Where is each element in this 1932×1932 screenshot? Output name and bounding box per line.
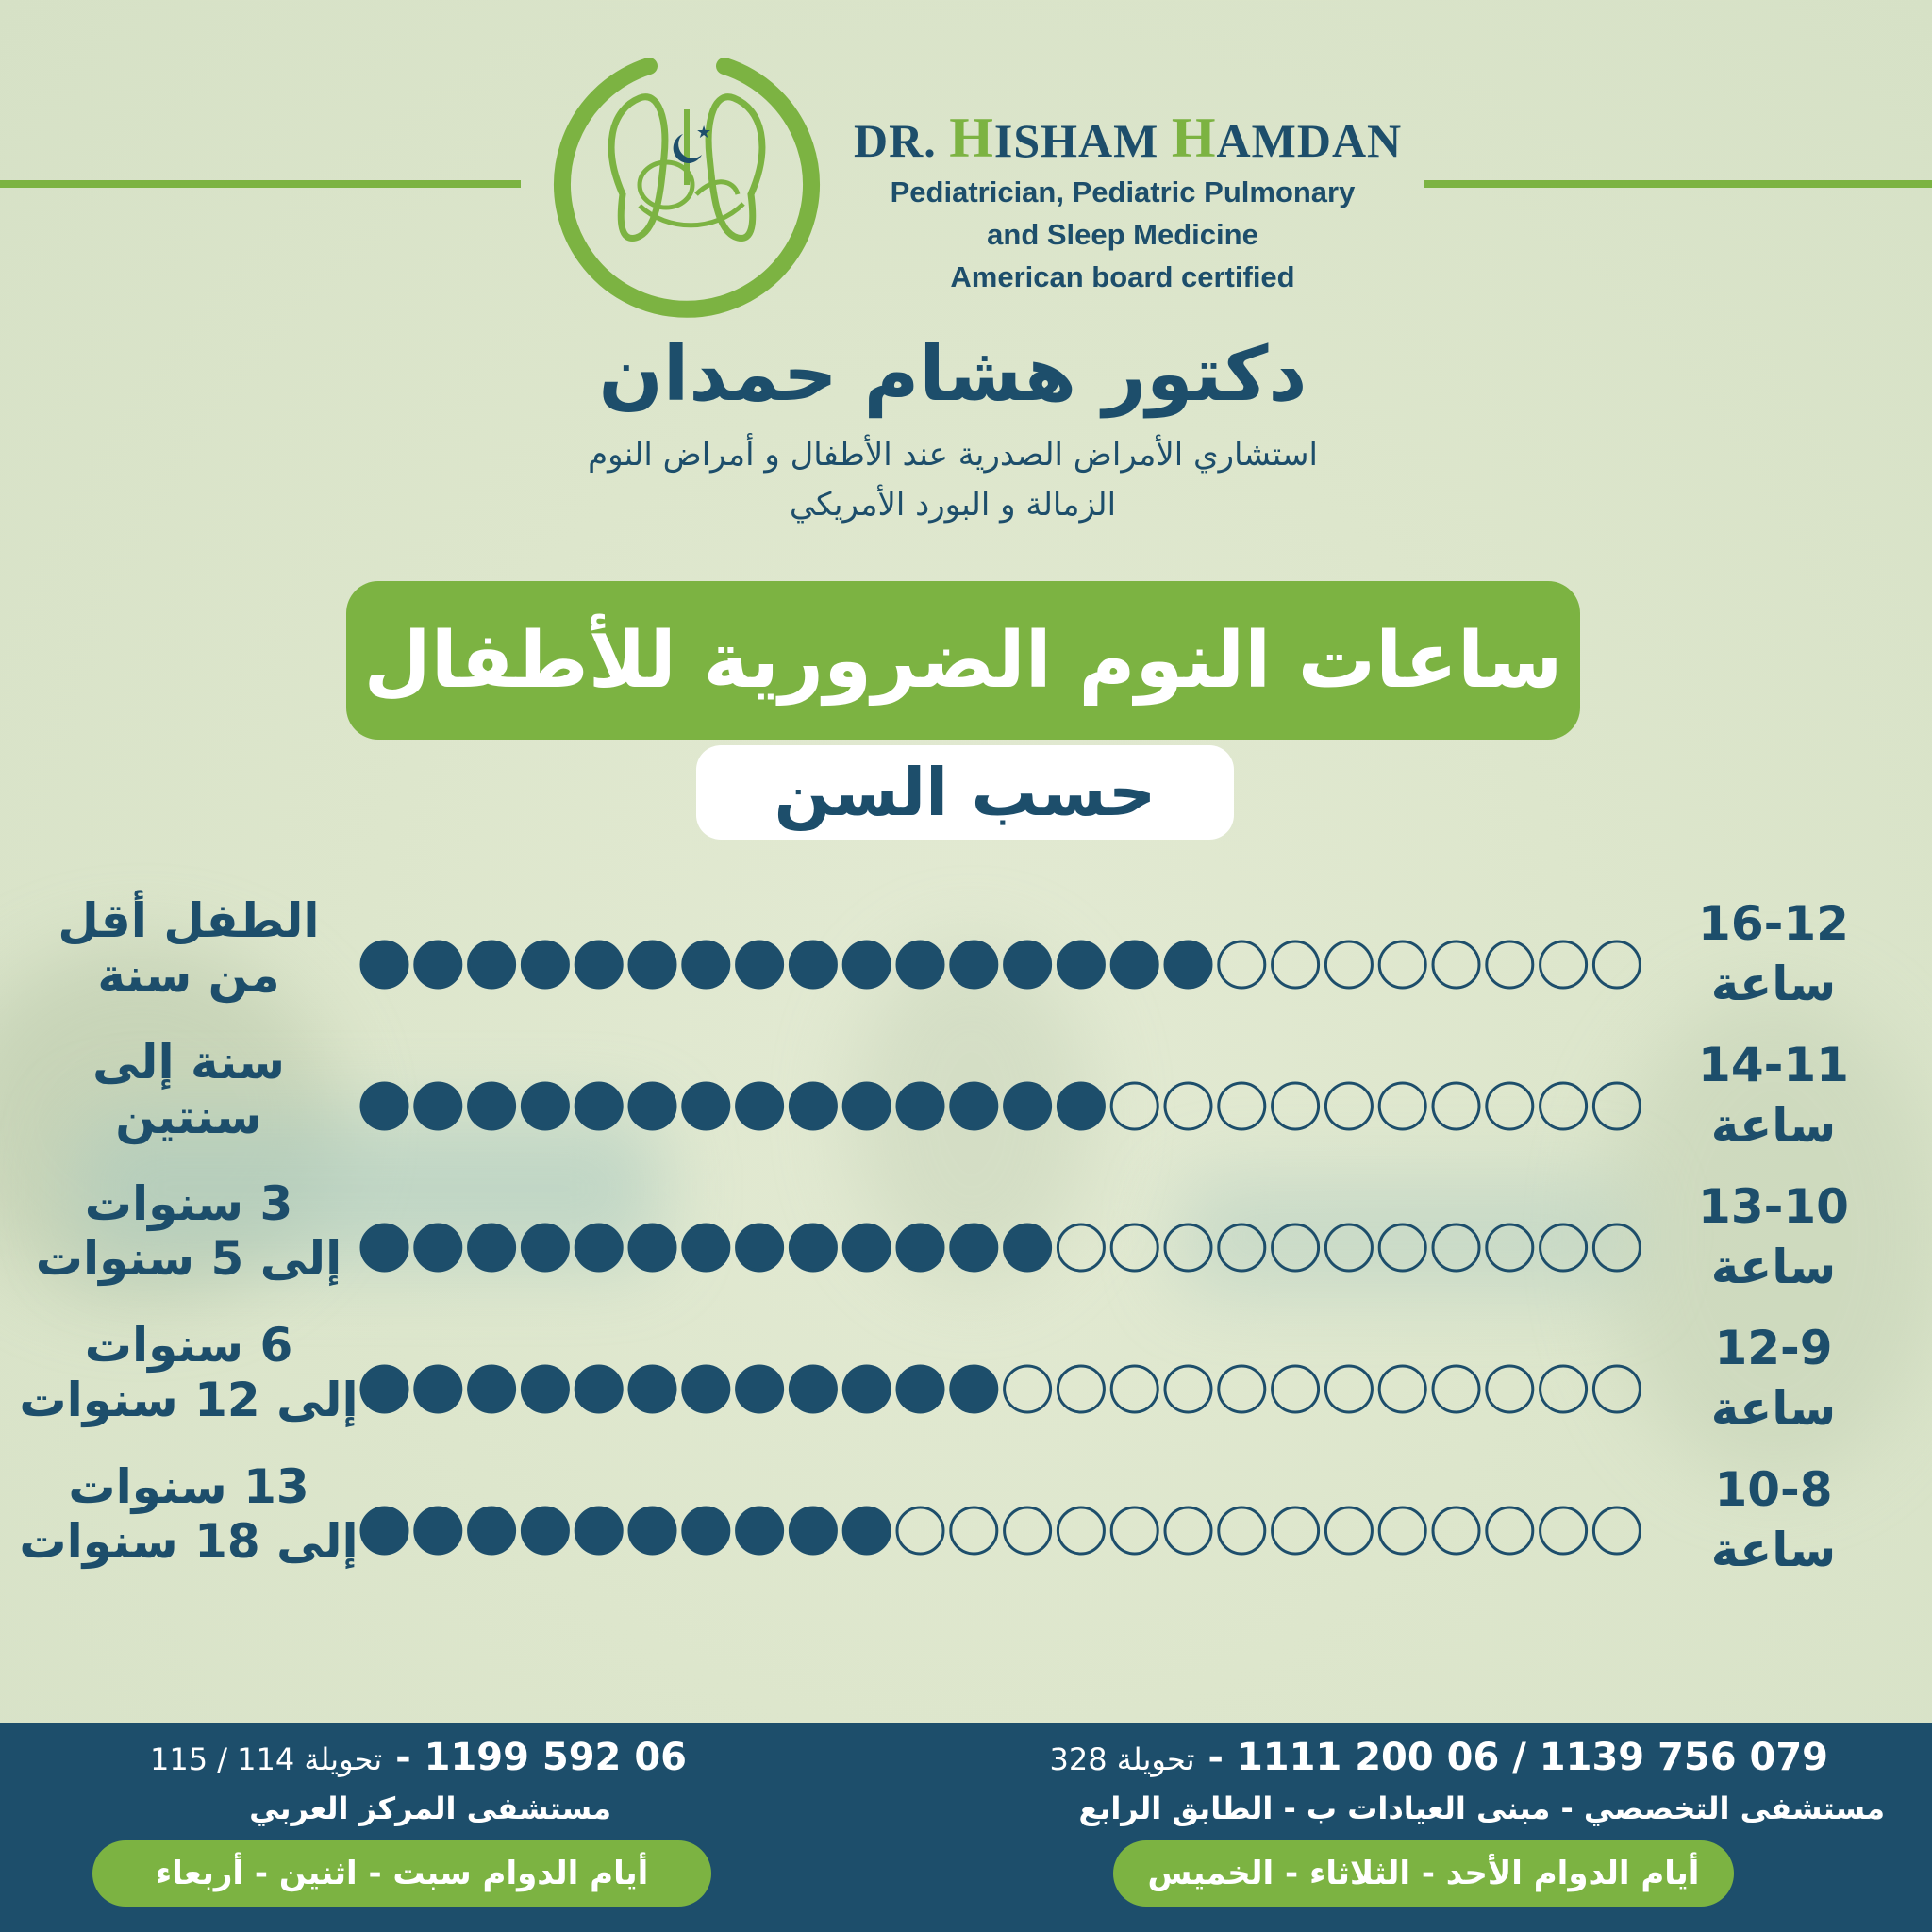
empty-hour-dot (1379, 1224, 1425, 1271)
filled-hour-dot (1111, 941, 1158, 988)
filled-hour-dot (415, 1507, 461, 1554)
hours-dot-bar (358, 1080, 1646, 1131)
filled-hour-dot (683, 1507, 729, 1554)
brand-certification-line: American board certified (950, 260, 1295, 293)
phone-number-specialty: 079 756 1139 / 06 200 1111 - تحويلة 328 (1049, 1736, 1828, 1779)
empty-hour-dot (1541, 1224, 1587, 1271)
filled-hour-dot (361, 941, 408, 988)
empty-hour-dot (1219, 1507, 1265, 1554)
filled-hour-dot (522, 1507, 568, 1554)
sleep-row (0, 893, 1932, 1035)
brand-name: DR. HISHAM HAMDAN (854, 107, 1403, 169)
empty-hour-dot (1273, 1224, 1319, 1271)
filled-hour-dot (1005, 1083, 1051, 1129)
filled-hour-dot (575, 1083, 622, 1129)
filled-hour-dot (790, 1507, 836, 1554)
empty-hour-dot (1273, 1366, 1319, 1412)
empty-hour-dot (1541, 1507, 1587, 1554)
arabic-doctor-name: دكتور هشام حمدان (598, 330, 1307, 418)
empty-hour-dot (1433, 1224, 1479, 1271)
empty-hour-dot (1541, 941, 1587, 988)
filled-hour-dot (575, 941, 622, 988)
hours-dot-bar (358, 1363, 1646, 1414)
filled-hour-dot (951, 1366, 997, 1412)
filled-hour-dot (951, 1083, 997, 1129)
filled-hour-dot (415, 1224, 461, 1271)
phone-number-arab-center: 06 592 1199 - تحويلة 114 / 115 (149, 1736, 687, 1779)
empty-hour-dot (1005, 1507, 1051, 1554)
empty-hour-dot (1433, 1507, 1479, 1554)
filled-hour-dot (951, 941, 997, 988)
empty-hour-dot (1487, 1507, 1533, 1554)
filled-hour-dot (469, 1507, 515, 1554)
filled-hour-dot (1058, 1083, 1104, 1129)
lungs-baby-crescent-logo-icon (545, 43, 828, 326)
filled-hour-dot (683, 1366, 729, 1412)
filled-hour-dot (683, 1083, 729, 1129)
brand-specialty-line: Pediatrician, Pediatric Pulmonary (890, 175, 1356, 208)
title-banner (346, 581, 1580, 740)
filled-hour-dot (683, 1224, 729, 1271)
filled-hour-dot (361, 1083, 408, 1129)
filled-hour-dot (897, 1366, 943, 1412)
filled-hour-dot (1005, 941, 1051, 988)
filled-hour-dot (790, 1366, 836, 1412)
filled-hour-dot (897, 1224, 943, 1271)
filled-hour-dot (575, 1507, 622, 1554)
filled-hour-dot (737, 1507, 783, 1554)
empty-hour-dot (1487, 941, 1533, 988)
arabic-specialty: استشاري الأمراض الصدرية عند الأطفال و أمراض النوم (588, 436, 1318, 474)
filled-hour-dot (629, 1083, 675, 1129)
header-divider-right (1424, 180, 1932, 188)
filled-hour-dot (522, 1083, 568, 1129)
empty-hour-dot (1593, 1366, 1640, 1412)
age-label: سنة إلى سنتين (92, 1035, 285, 1144)
filled-hour-dot (575, 1366, 622, 1412)
filled-hour-dot (469, 1083, 515, 1129)
empty-hour-dot (1273, 1507, 1319, 1554)
filled-hour-dot (415, 941, 461, 988)
empty-hour-dot (1111, 1507, 1158, 1554)
empty-hour-dot (897, 1507, 943, 1554)
filled-hour-dot (1005, 1224, 1051, 1271)
empty-hour-dot (1487, 1083, 1533, 1129)
empty-hour-dot (1058, 1507, 1104, 1554)
filled-hour-dot (361, 1224, 408, 1271)
filled-hour-dot (415, 1083, 461, 1129)
empty-hour-dot (1111, 1083, 1158, 1129)
filled-hour-dot (629, 1224, 675, 1271)
filled-hour-dot (737, 941, 783, 988)
filled-hour-dot (575, 1224, 622, 1271)
location-specialty-hospital: مستشفى التخصصي - مبنى العيادات ب - الطابق الرابع (1078, 1790, 1885, 1826)
filled-hour-dot (469, 1224, 515, 1271)
empty-hour-dot (1325, 1366, 1372, 1412)
empty-hour-dot (1325, 1507, 1372, 1554)
hours-label: 10-8 ساعة (1710, 1462, 1837, 1577)
brand-specialty-line: and Sleep Medicine (987, 218, 1258, 251)
empty-hour-dot (1058, 1224, 1104, 1271)
filled-hour-dot (843, 1366, 890, 1412)
sleep-row (0, 1176, 1932, 1318)
empty-hour-dot (1165, 1507, 1211, 1554)
empty-hour-dot (1111, 1366, 1158, 1412)
empty-hour-dot (1541, 1083, 1587, 1129)
page-subtitle: حسب السن (774, 754, 1157, 831)
empty-hour-dot (1379, 1366, 1425, 1412)
hours-label: 16-12 ساعة (1698, 896, 1849, 1011)
filled-hour-dot (843, 1224, 890, 1271)
filled-hour-dot (469, 1366, 515, 1412)
filled-hour-dot (951, 1224, 997, 1271)
working-days-badge-specialty: أيام الدوام الأحد - الثلاثاء - الخميس (1113, 1840, 1734, 1907)
filled-hour-dot (469, 941, 515, 988)
filled-hour-dot (629, 1507, 675, 1554)
empty-hour-dot (1593, 1083, 1640, 1129)
empty-hour-dot (1273, 1083, 1319, 1129)
brand-block (854, 106, 1403, 298)
empty-hour-dot (1325, 1083, 1372, 1129)
filled-hour-dot (522, 1224, 568, 1271)
empty-hour-dot (1379, 1083, 1425, 1129)
hours-label: 12-9 ساعة (1710, 1321, 1837, 1436)
svg-text:★: ★ (696, 123, 712, 142)
filled-hour-dot (522, 941, 568, 988)
empty-hour-dot (1111, 1224, 1158, 1271)
filled-hour-dot (897, 941, 943, 988)
filled-hour-dot (790, 941, 836, 988)
sleep-row (0, 1459, 1932, 1601)
empty-hour-dot (1379, 1507, 1425, 1554)
header-divider-left (0, 180, 521, 188)
filled-hour-dot (843, 1507, 890, 1554)
empty-hour-dot (1219, 1224, 1265, 1271)
empty-hour-dot (1165, 1224, 1211, 1271)
empty-hour-dot (1433, 941, 1479, 988)
age-label: 6 سنوات إلى 12 سنوات (19, 1318, 358, 1427)
empty-hour-dot (1593, 941, 1640, 988)
filled-hour-dot (629, 1366, 675, 1412)
filled-hour-dot (522, 1366, 568, 1412)
working-days-badge-arab-center: أيام الدوام سبت - اثنين - أربعاء (92, 1840, 711, 1907)
hours-label: 13-10 ساعة (1698, 1179, 1849, 1294)
empty-hour-dot (1058, 1366, 1104, 1412)
sleep-row (0, 1318, 1932, 1459)
empty-hour-dot (1165, 1083, 1211, 1129)
empty-hour-dot (1379, 941, 1425, 988)
filled-hour-dot (843, 941, 890, 988)
hours-label: 14-11 ساعة (1698, 1038, 1849, 1153)
empty-hour-dot (1325, 1224, 1372, 1271)
filled-hour-dot (843, 1083, 890, 1129)
age-label: 13 سنوات إلى 18 سنوات (19, 1459, 358, 1569)
empty-hour-dot (1487, 1224, 1533, 1271)
filled-hour-dot (897, 1083, 943, 1129)
filled-hour-dot (737, 1224, 783, 1271)
sleep-row (0, 1035, 1932, 1176)
age-label: الطفل أقل من سنة (58, 893, 320, 1003)
empty-hour-dot (1325, 941, 1372, 988)
empty-hour-dot (1219, 941, 1265, 988)
filled-hour-dot (1058, 941, 1104, 988)
filled-hour-dot (737, 1366, 783, 1412)
hours-dot-bar (358, 1222, 1646, 1273)
filled-hour-dot (629, 941, 675, 988)
empty-hour-dot (1433, 1083, 1479, 1129)
filled-hour-dot (790, 1083, 836, 1129)
empty-hour-dot (1165, 1366, 1211, 1412)
empty-hour-dot (1273, 941, 1319, 988)
arabic-certification: الزمالة و البورد الأمريكي (789, 486, 1117, 524)
filled-hour-dot (737, 1083, 783, 1129)
hours-dot-bar (358, 939, 1646, 990)
subtitle-banner (696, 745, 1234, 840)
hours-dot-bar (358, 1505, 1646, 1556)
empty-hour-dot (1593, 1507, 1640, 1554)
empty-hour-dot (1005, 1366, 1051, 1412)
empty-hour-dot (1487, 1366, 1533, 1412)
empty-hour-dot (1219, 1083, 1265, 1129)
empty-hour-dot (1593, 1224, 1640, 1271)
empty-hour-dot (1433, 1366, 1479, 1412)
age-label: 3 سنوات إلى 5 سنوات (35, 1176, 342, 1286)
filled-hour-dot (683, 941, 729, 988)
location-arab-center-hospital: مستشفى المركز العربي (249, 1790, 611, 1826)
filled-hour-dot (361, 1507, 408, 1554)
filled-hour-dot (415, 1366, 461, 1412)
empty-hour-dot (1541, 1366, 1587, 1412)
empty-hour-dot (951, 1507, 997, 1554)
page-title: ساعات النوم الضرورية للأطفال (363, 615, 1563, 706)
filled-hour-dot (790, 1224, 836, 1271)
filled-hour-dot (361, 1366, 408, 1412)
filled-hour-dot (1165, 941, 1211, 988)
empty-hour-dot (1219, 1366, 1265, 1412)
